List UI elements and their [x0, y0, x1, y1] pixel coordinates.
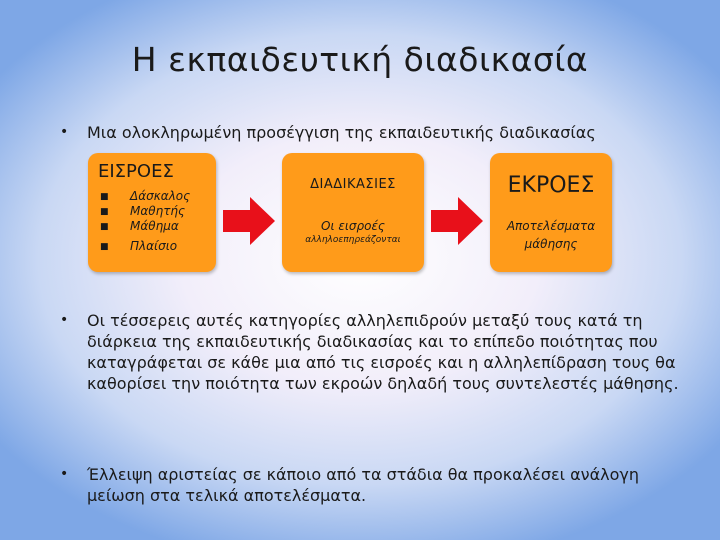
- inputs-box: [88, 153, 216, 272]
- bullet-marker: •: [60, 312, 69, 328]
- outputs-line-2: μάθησης: [524, 237, 578, 251]
- bullet-text: Έλλειψη αριστείας σε κάποιο από τα στάδια θα προκαλέσει ανάλογη μείωση στα τελικά αποτελέσματα.: [87, 465, 640, 505]
- outputs-box: [490, 153, 612, 272]
- right-arrow-icon: [431, 197, 483, 245]
- bullet-text: Οι τέσσερεις αυτές κατηγορίες αλληλεπιδρούν μεταξύ τους κατά τη διάρκεια της εκπαιδευτικής διαδικασίας και το επίπεδο ποιότητας που καταγράφεται σε κάθε μια από τις εισροές και η αλληλεπίδραση τους θα καθορίσει την ποιότητα των εκροών δηλαδή τους συντελεστές μάθησης.: [87, 311, 679, 393]
- inputs-title: ΕΙΣΡΟΕΣ: [98, 161, 174, 182]
- square-bullet-icon: ■: [100, 192, 109, 202]
- process-line-1: Οι εισροές: [321, 219, 385, 233]
- input-item-label: Πλαίσιο: [130, 239, 178, 253]
- square-bullet-icon: ■: [100, 242, 109, 252]
- outputs-line-1: Αποτελέσματα: [506, 219, 596, 233]
- bullet-interaction: [60, 310, 680, 394]
- outputs-subtitle: [490, 217, 612, 253]
- outputs-title: ΕΚΡΟΕΣ: [507, 173, 595, 198]
- input-item-label: Μάθημα: [130, 219, 179, 233]
- bullet-intro: [60, 122, 680, 143]
- input-item-label: Μαθητής: [130, 204, 186, 218]
- process-box: [282, 153, 424, 272]
- bullet-marker: •: [60, 124, 69, 140]
- bullet-excellence: [60, 464, 680, 506]
- square-bullet-icon: ■: [100, 222, 109, 232]
- right-arrow-icon: [223, 197, 275, 245]
- slide-title: Η εκπαιδευτική διαδικασία: [131, 40, 589, 79]
- square-bullet-icon: ■: [100, 207, 109, 217]
- bullet-text: Μια ολοκληρωμένη προσέγγιση της εκπαιδευτικής διαδικασίας: [87, 123, 596, 142]
- input-item-label: Δάσκαλος: [130, 189, 191, 203]
- process-title: ΔΙΑΔΙΚΑΣΙΕΣ: [310, 177, 396, 192]
- bullet-marker: •: [60, 466, 69, 482]
- process-line-2: αλληλοεπηρεάζονται: [305, 235, 401, 245]
